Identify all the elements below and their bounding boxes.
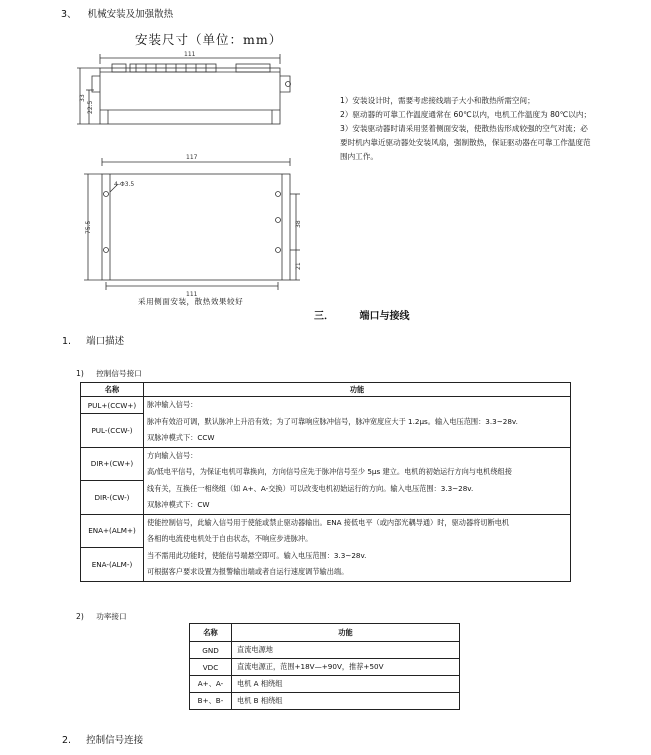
- dim-text-height1: 33: [79, 94, 86, 102]
- function-line: 线有关，互换任一相绕组（如 A+、A-交换）可以改变电机初始运行的方向。输入电压范围：3.3~28v.: [147, 483, 474, 493]
- dim-text-bottom-width: 111: [186, 291, 198, 298]
- table-header-name: 名称: [190, 624, 232, 642]
- section3-heading: [61, 6, 173, 20]
- power-function-cell: 直流电源正，范围+18V—+90V，推荐+50V: [232, 659, 460, 676]
- function-line: 脉冲输入信号：: [147, 400, 198, 409]
- power-function-cell: 直流电源地: [232, 642, 460, 659]
- signal-name-cell: PUL+(CCW+): [81, 397, 144, 414]
- power-name-cell: A+、A-: [190, 676, 232, 693]
- dim-text-height2: 22.5: [87, 100, 94, 114]
- mounting-hole-icon: [104, 248, 109, 253]
- signal-name-cell: PUL-(CCW-): [81, 414, 144, 447]
- signal-name-cell: ENA-(ALM-): [81, 548, 144, 582]
- front-view-body: [102, 174, 290, 280]
- table-row: [81, 514, 571, 548]
- dimension-title: 安装尺寸（单位：mm）: [135, 32, 283, 47]
- signal-function-cell: [144, 514, 571, 581]
- control-signal-table: [80, 382, 571, 582]
- sub1-1-heading: [76, 368, 142, 379]
- dim-text-left-height: 75.5: [85, 220, 92, 234]
- table-row: [81, 397, 571, 414]
- function-line: 各相的电流使电机处于自由状态，不响应步进脉冲。: [147, 534, 313, 543]
- power-name-cell: GND: [190, 642, 232, 659]
- sub1-1-number: 1): [76, 369, 84, 378]
- sub1-heading: [62, 333, 124, 347]
- sub2-number: 2.: [62, 735, 72, 746]
- dim-text-bottom-top-width: 117: [186, 154, 198, 161]
- table-header-row: [190, 624, 460, 642]
- table-row: [81, 447, 571, 481]
- mounting-hole-icon: [276, 192, 281, 197]
- table-row: [190, 693, 460, 710]
- sub2-title: 控制信号连接: [86, 735, 144, 746]
- mounting-hole-icon: [276, 248, 281, 253]
- sub2-heading: [62, 732, 143, 746]
- note-line: 围内工作。: [340, 152, 378, 161]
- front-view-drawing: [82, 150, 304, 298]
- function-line: 脉冲有效沿可调，默认脉冲上升沿有效；为了可靠响应脉冲信号，脉冲宽度应大于 1.2μs。输入电压范围：3.3~28v.: [147, 416, 518, 426]
- function-line: 可根据客户要求设置为报警输出端或者自运行速度调节输出端。: [147, 567, 349, 576]
- section3-number: 3、: [61, 9, 77, 20]
- mounting-hole-icon: [276, 218, 281, 223]
- sub1-title: 端口描述: [86, 336, 125, 347]
- power-function-cell: 电机 B 相绕组: [232, 693, 460, 710]
- signal-name-cell: ENA+(ALM+): [81, 514, 144, 548]
- sub1-2-number: 2): [76, 612, 84, 621]
- dim-text-right-height1: 38: [295, 220, 302, 228]
- table-row: [190, 676, 460, 693]
- power-interface-table: [189, 623, 460, 710]
- note-line: 要时机内靠近驱动器处安装风扇，强制散热，保证驱动器在可靠工作温度范: [340, 138, 591, 147]
- table-header-function: 功能: [232, 624, 460, 642]
- dim-text-top-width: 111: [184, 51, 196, 58]
- side-view-drawing: [76, 50, 304, 135]
- section3-title: 机械安装及加强散热: [87, 9, 174, 20]
- signal-function-cell: [144, 447, 571, 514]
- power-function-cell: 电机 A 相绕组: [232, 676, 460, 693]
- function-line: 双脉冲模式下：CCW: [147, 433, 215, 442]
- table-row: [190, 642, 460, 659]
- note-line: 3）安装驱动器时请采用竖着侧面安装，使散热齿形成较强的空气对流；必: [340, 124, 588, 133]
- function-line: 高/低电平信号，为保证电机可靠换向，方向信号应先于脉冲信号至少 5μs 建立。电机的初始运行方向与电机绕组接: [147, 467, 512, 476]
- function-line: 双脉冲模式下：CW: [147, 500, 210, 509]
- power-name-cell: B+、B-: [190, 693, 232, 710]
- chapter3-number: 三．: [314, 311, 334, 322]
- note-line: 2）驱动器的可靠工作温度通常在 60℃以内，电机工作温度为 80℃以内；: [340, 110, 592, 119]
- table-header-function: 功能: [144, 383, 571, 397]
- chapter3-heading: [314, 307, 409, 322]
- drawing-caption: 采用侧面安装，散热效果较好: [138, 297, 244, 306]
- power-name-cell: VDC: [190, 659, 232, 676]
- sub1-number: 1.: [62, 336, 72, 347]
- signal-name-cell: DIR-(CW-): [81, 481, 144, 515]
- installation-notes: [340, 94, 630, 164]
- function-line: 当不需用此功能时，使能信号端悬空即可。输入电压范围：3.3~28v.: [147, 550, 367, 560]
- dim-text-hole-label: 4-Φ3.5: [114, 181, 135, 188]
- sub1-1-title: 控制信号接口: [96, 369, 142, 378]
- function-line: 使能控制信号，此输入信号用于使能或禁止驱动器输出。ENA 接低电平（或内部光耦导通）时，驱动器将切断电机: [147, 517, 510, 527]
- sub1-2-title: 功率接口: [96, 612, 127, 621]
- chapter3-title: 端口与接线: [359, 311, 410, 322]
- table-header-name: 名称: [81, 383, 144, 397]
- table-row: [190, 659, 460, 676]
- side-view-body: [100, 68, 280, 124]
- signal-function-cell: [144, 397, 571, 448]
- table-header-row: [81, 383, 571, 397]
- function-line: 方向输入信号：: [147, 450, 198, 460]
- sub1-2-heading: [76, 611, 127, 622]
- mounting-hole-icon: [104, 192, 109, 197]
- signal-name-cell: DIR+(CW+): [81, 447, 144, 481]
- note-line: 1）安装设计时，需要考虑接线端子大小和散热所需空间；: [340, 96, 535, 105]
- dim-text-right-height2: 21: [295, 262, 302, 270]
